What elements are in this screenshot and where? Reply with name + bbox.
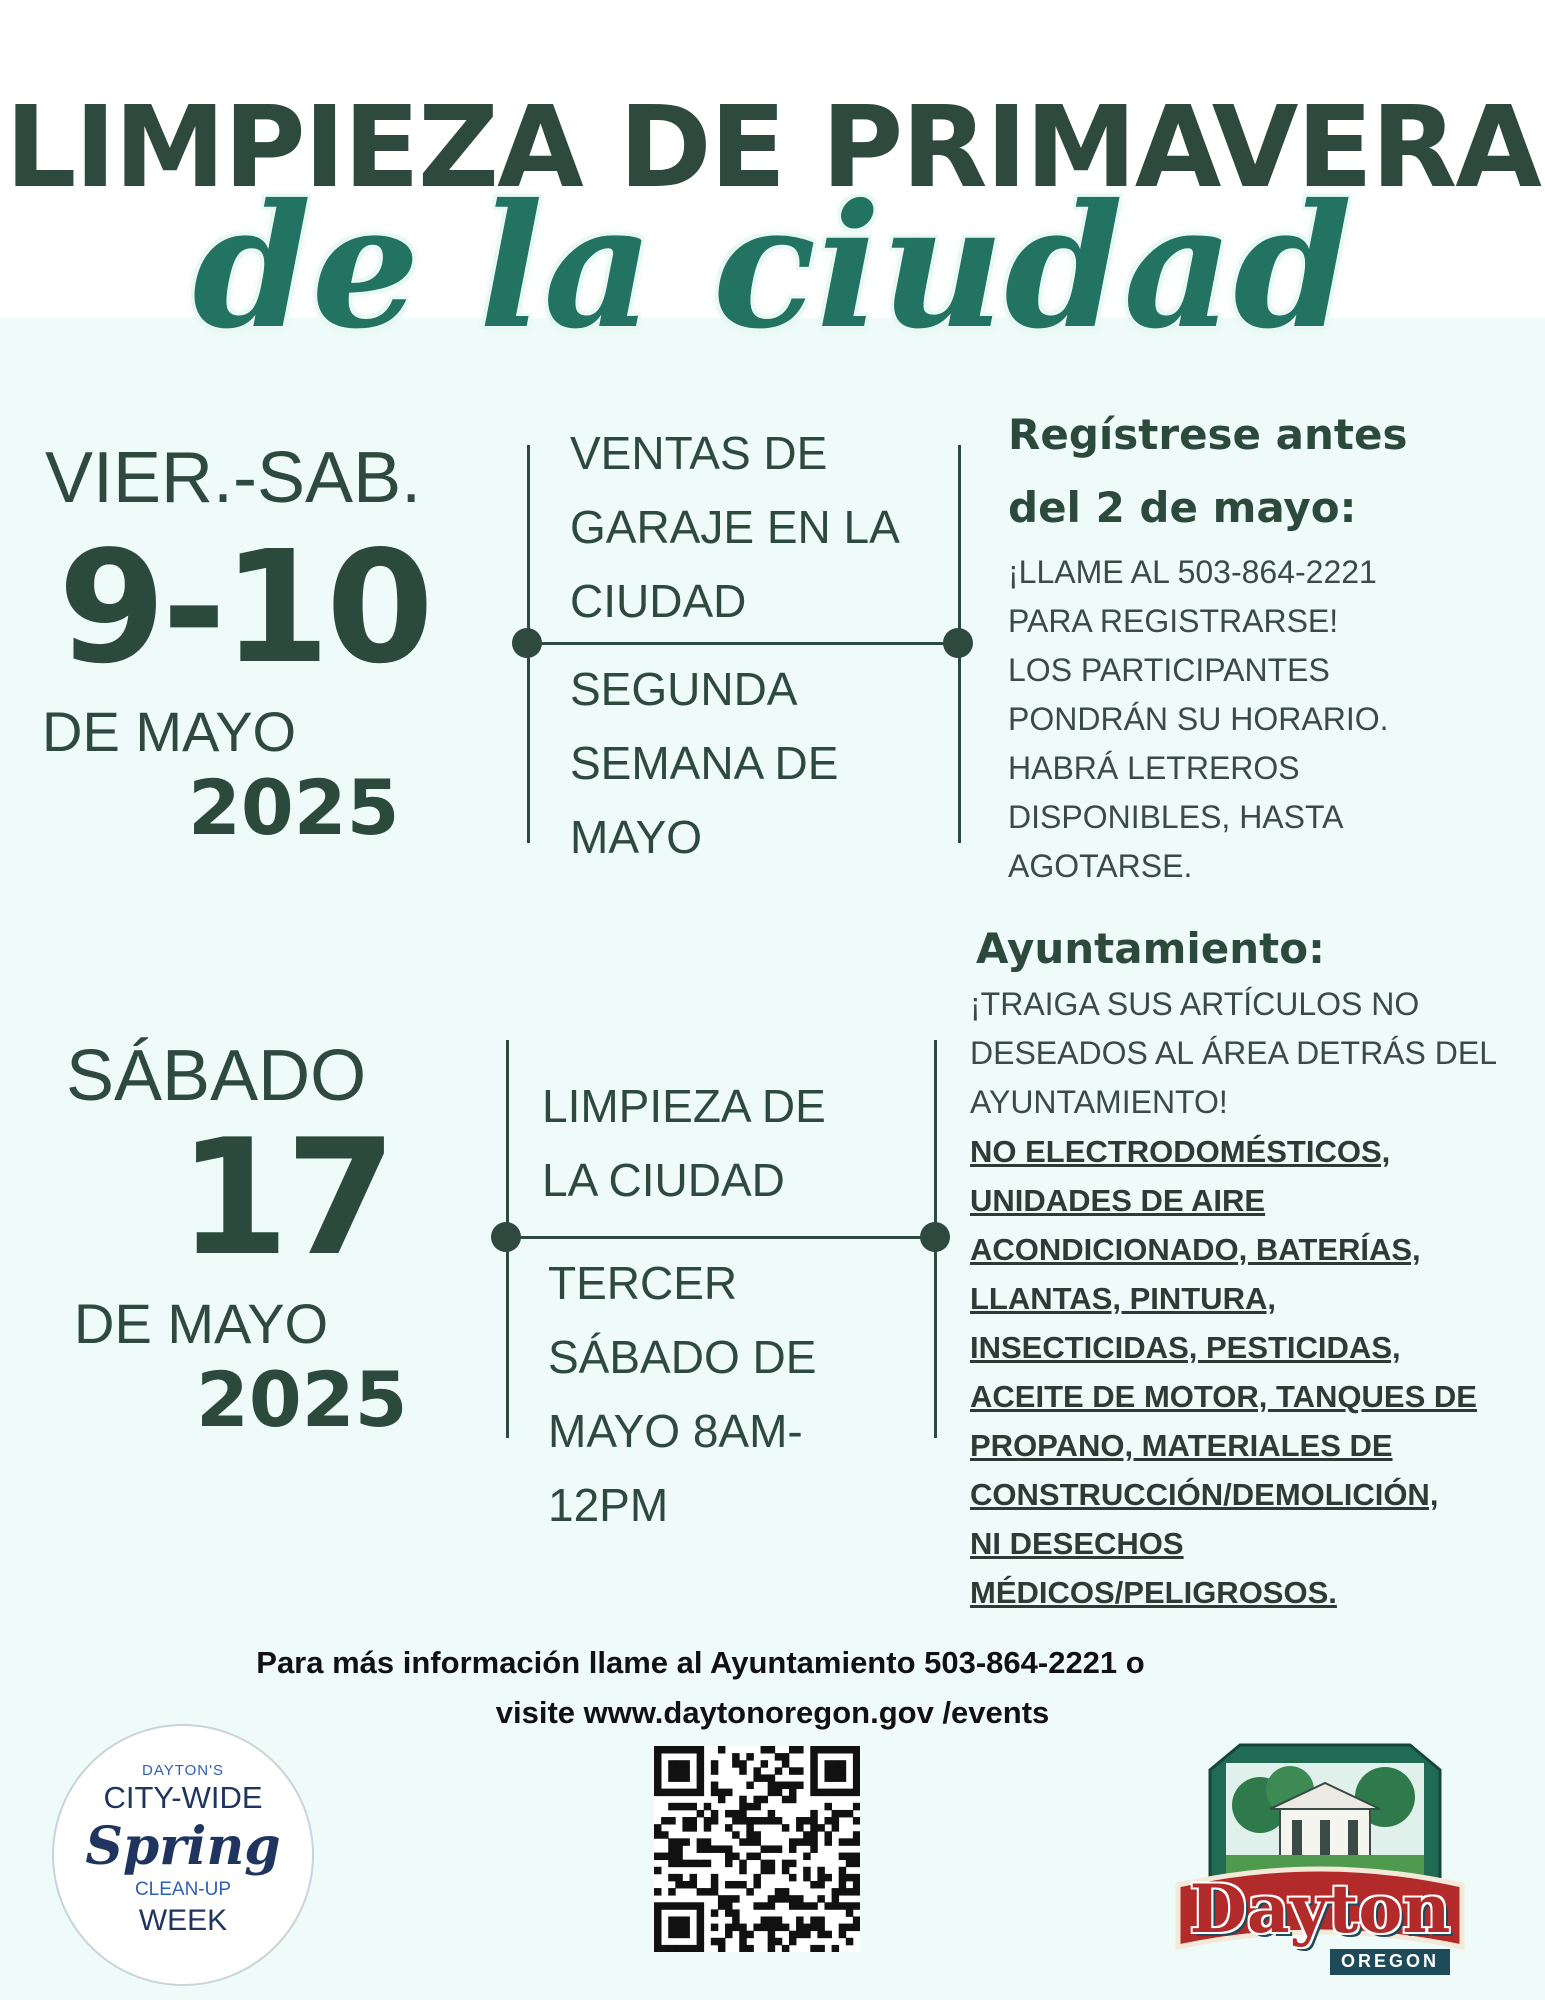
badge-script-text: Spring (85, 1816, 281, 1877)
restricted-line: CONSTRUCCIÓN/DEMOLICIÓN, (970, 1477, 1439, 1512)
register-heading-line: Regístrese antes (1008, 410, 1408, 459)
event2-top-line: LA CIUDAD (542, 1154, 785, 1206)
event1-bottom-line: MAYO (570, 811, 703, 863)
cityhall-line: ¡TRAIGA SUS ARTÍCULOS NO (970, 986, 1420, 1022)
event2-bottom-line: 12PM (548, 1479, 669, 1531)
title-line-2: de la ciudad (192, 167, 1353, 367)
restricted-line: NI DESECHOS (970, 1526, 1184, 1561)
event1-days: VIER.-SAB. (45, 438, 422, 518)
restricted-items (970, 1127, 1477, 1617)
logo-name: Dayton (1189, 1870, 1451, 1948)
title-line-1: LIMPIEZA DE PRIMAVERA (5, 83, 1540, 213)
event2-dot-right (920, 1222, 950, 1252)
restricted-line: INSECTICIDAS, PESTICIDAS, (970, 1330, 1401, 1365)
event1-garage-sales (570, 416, 900, 638)
badge-mid-text: CLEAN-UP (134, 1879, 232, 1900)
register-line: PONDRÁN SU HORARIO. (1008, 701, 1389, 737)
event1-top-line: VENTAS DE (570, 427, 828, 479)
register-heading-line: del 2 de mayo: (1008, 483, 1357, 532)
restricted-line: MÉDICOS/PELIGROSOS. (970, 1575, 1337, 1610)
event1-dot-right (943, 628, 973, 658)
register-line: LOS PARTICIPANTES (1008, 652, 1330, 688)
event1-dates: 9-10 (58, 517, 430, 698)
event1-top-line: GARAJE EN LA (570, 501, 900, 553)
footer-info-line-1: Para más información llame al Ayuntamiento 503-864-2221 o (256, 1645, 1145, 1680)
event1-top-line: CIUDAD (570, 575, 747, 627)
restricted-line: LLANTAS, PINTURA, (970, 1281, 1276, 1316)
register-text (1008, 548, 1388, 891)
event2-year: 2025 (196, 1355, 408, 1444)
footer-info-line-2: visite www.daytonoregon.gov /events (495, 1695, 1050, 1730)
event2-day: SÁBADO (66, 1036, 367, 1116)
cityhall-heading: Ayuntamiento: (976, 924, 1325, 973)
event1-divider-horizontal (528, 642, 960, 645)
restricted-line: PROPANO, MATERIALES DE (970, 1428, 1393, 1463)
badge-bottom-text: WEEK (138, 1904, 228, 1937)
event2-top-line: LIMPIEZA DE (542, 1080, 826, 1132)
event2-bottom-line: SÁBADO DE (548, 1331, 817, 1383)
event2-cleanup (542, 1069, 826, 1217)
qr-code[interactable] (654, 1746, 860, 1952)
logo-state: OREGON (1340, 1951, 1439, 1971)
badge-small-text: DAYTON'S (142, 1762, 224, 1779)
event2-month: DE MAYO (74, 1292, 329, 1355)
event2-dot-left (491, 1222, 521, 1252)
event1-month: DE MAYO (42, 700, 297, 763)
cityhall-line: AYUNTAMIENTO! (970, 1084, 1228, 1120)
event1-bottom-line: SEGUNDA (570, 663, 798, 715)
event2-date: 17 (178, 1104, 393, 1291)
restricted-line: NO ELECTRODOMÉSTICOS, (970, 1134, 1391, 1169)
dayton-oregon-logo (1170, 1735, 1470, 1985)
register-line: DISPONIBLES, HASTA (1008, 799, 1344, 835)
event1-when (570, 652, 838, 874)
cleanup-week-badge (52, 1724, 314, 1986)
register-line: ¡LLAME AL 503-864-2221 (1008, 554, 1377, 590)
badge-big-text: CITY-WIDE (103, 1780, 263, 1815)
event1-year: 2025 (188, 763, 400, 852)
event1-dot-left (512, 628, 542, 658)
event1-bottom-line: SEMANA DE (570, 737, 839, 789)
qr-code-graphic (654, 1746, 860, 1952)
restricted-line: ACEITE DE MOTOR, TANQUES DE (970, 1379, 1477, 1414)
event2-divider-horizontal (507, 1236, 937, 1239)
register-line: PARA REGISTRARSE! (1008, 603, 1339, 639)
event2-bottom-line: TERCER (548, 1257, 738, 1309)
cityhall-text (970, 980, 1497, 1127)
register-heading (1008, 398, 1407, 544)
restricted-line: ACONDICIONADO, BATERÍAS, (970, 1232, 1421, 1267)
event2-when (548, 1246, 816, 1542)
register-line: HABRÁ LETREROS (1008, 750, 1300, 786)
restricted-line: UNIDADES DE AIRE (970, 1183, 1266, 1218)
event2-bottom-line: MAYO 8AM- (548, 1405, 803, 1457)
register-line: AGOTARSE. (1008, 848, 1193, 884)
cityhall-line: DESEADOS AL ÁREA DETRÁS DEL (970, 1035, 1497, 1071)
